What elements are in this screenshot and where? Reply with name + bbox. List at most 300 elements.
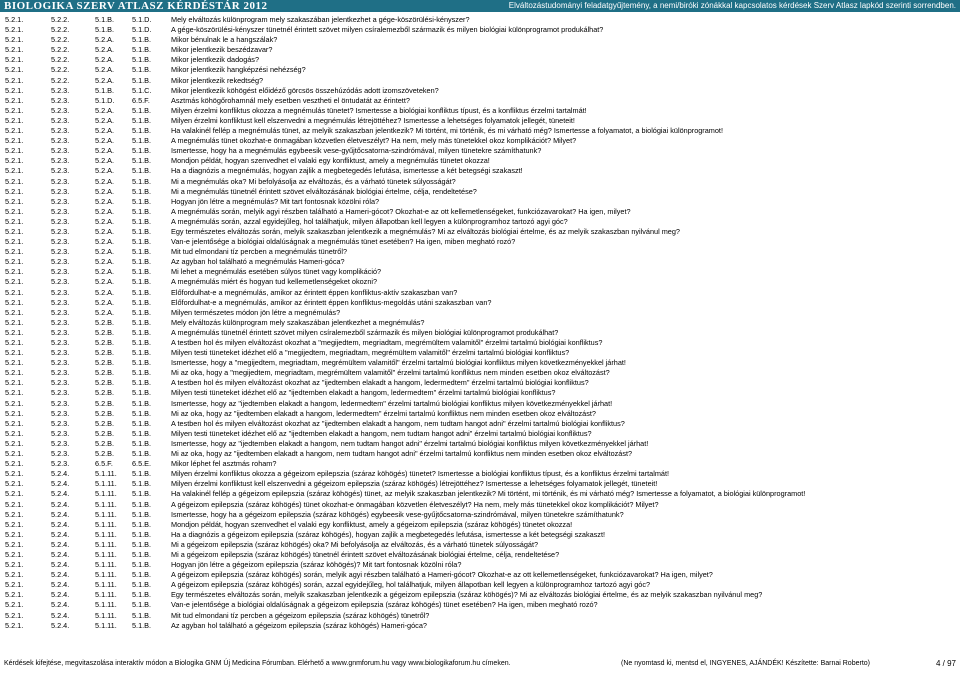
list-item (5, 378, 957, 388)
code-2: 5.2.3. (51, 317, 70, 327)
code-3: 5.1.11. (95, 489, 117, 499)
code-1: 5.2.1. (5, 85, 24, 95)
code-3: 5.2.A. (95, 277, 115, 287)
page-subtitle: Elváltozástudományi feladatgyűjtemény, a nemi/biróki zónákkal kapcsolatos kérdések Szerv Atlasz lapkód szerinti sorrendben. (508, 1, 956, 10)
code-4: 5.1.B. (132, 398, 152, 408)
code-4: 5.1.B. (132, 287, 152, 297)
code-4: 5.1.B. (132, 570, 152, 580)
code-2: 5.2.3. (51, 378, 70, 388)
code-2: 5.2.4. (51, 549, 70, 559)
code-2: 5.2.4. (51, 570, 70, 580)
question-text: Milyen érzelmi konfliktus okozza a megnémulás tünetet? Ismertesse a biológiai konfliktus típust, és a konfliktus érzelmi tartalmát! (171, 105, 587, 115)
code-3: 5.2.B. (95, 438, 115, 448)
code-1: 5.2.1. (5, 206, 24, 216)
code-2: 5.2.4. (51, 479, 70, 489)
question-text: Ismertesse, hogy ha a gégeizom epilepszia (száraz köhögés) egybeesik vese-gyűjtőcsatorna-szindrómával, milyen tünetekre számíthatunk? (171, 509, 624, 519)
code-3: 5.2.A. (95, 65, 115, 75)
code-2: 5.2.3. (51, 226, 70, 236)
code-1: 5.2.1. (5, 35, 24, 45)
code-2: 5.2.4. (51, 560, 70, 570)
code-3: 5.2.A. (95, 307, 115, 317)
code-1: 5.2.1. (5, 297, 24, 307)
code-1: 5.2.1. (5, 277, 24, 287)
question-text: Hogyan jön létre a megnémulás? Mit tart fontosnak közölni róla? (171, 196, 380, 206)
code-2: 5.2.3. (51, 348, 70, 358)
code-4: 5.1.B. (132, 529, 152, 539)
code-1: 5.2.1. (5, 529, 24, 539)
question-text: Mely elváltozás különprogram mely szakaszában jelentkezhet a gége-köszörülési-kényszer? (171, 15, 470, 24)
code-3: 5.1.11. (95, 570, 117, 580)
page-header (0, 0, 960, 12)
code-2: 5.2.3. (51, 327, 70, 337)
list-item (5, 580, 957, 590)
code-3: 5.2.B. (95, 358, 115, 368)
code-4: 5.1.B. (132, 408, 152, 418)
code-1: 5.2.1. (5, 156, 24, 166)
code-4: 5.1.B. (132, 348, 152, 358)
code-1: 5.2.1. (5, 186, 24, 196)
code-1: 5.2.1. (5, 519, 24, 529)
code-2: 5.2.3. (51, 176, 70, 186)
list-item (5, 419, 957, 429)
code-3: 5.1.11. (95, 600, 117, 610)
question-text: Előfordulhat-e a megnémulás, amikor az érintett éppen konfliktus-megoldás utáni szakaszban van? (171, 297, 492, 307)
list-item (5, 45, 957, 55)
code-1: 5.2.1. (5, 428, 24, 438)
question-text: A megnémulás tünet okozhat-e önmagában közvetlen életveszélyt? Ha nem, mely más tünetekkel okoz komplikációt? Milyet? (171, 136, 577, 146)
code-1: 5.2.1. (5, 469, 24, 479)
code-3: 5.1.D. (95, 95, 115, 105)
list-item (5, 15, 957, 25)
code-4: 5.1.B. (132, 307, 152, 317)
code-1: 5.2.1. (5, 75, 24, 85)
code-2: 5.2.2. (51, 55, 70, 65)
code-4: 5.1.B. (132, 549, 152, 559)
code-3: 5.1.11. (95, 499, 117, 509)
code-2: 5.2.4. (51, 620, 70, 630)
code-3: 5.1.11. (95, 469, 117, 479)
code-3: 5.2.A. (95, 75, 115, 85)
code-3: 5.2.A. (95, 287, 115, 297)
code-4: 5.1.B. (132, 277, 152, 287)
question-text: Mit tud elmondani tíz percben a gégeizom epilepszia (száraz köhögés) tünetről? (171, 610, 430, 620)
code-1: 5.2.1. (5, 45, 24, 55)
code-4: 5.1.B. (132, 216, 152, 226)
code-3: 5.1.11. (95, 519, 117, 529)
code-3: 5.2.A. (95, 216, 115, 226)
question-text: A megnémulás során, azzal egyidejűleg, hol találhatjuk, milyen állapotban kell legyen a különprogramhoz tartozó agyi góc? (171, 216, 568, 226)
question-text: Mi az oka, hogy a "megijedtem, megriadtam, megrémültem valamitől" érzelmi tartalmú konfliktus nem minden esetben okoz elváltozást? (171, 368, 610, 378)
code-3: 5.2.B. (95, 398, 115, 408)
code-3: 5.2.A. (95, 105, 115, 115)
list-item (5, 55, 957, 65)
code-1: 5.2.1. (5, 499, 24, 509)
code-2: 5.2.3. (51, 438, 70, 448)
list-item (5, 197, 957, 207)
list-item (5, 227, 957, 237)
code-1: 5.2.1. (5, 539, 24, 549)
code-1: 5.2.1. (5, 509, 24, 519)
code-3: 5.1.11. (95, 539, 117, 549)
code-1: 5.2.1. (5, 267, 24, 277)
question-text: A gége-köszörülési-kényszer tünetnél érintett szövet milyen csíralemezből származik és milyen biológiai különprogramot produkálhat? (171, 25, 604, 35)
code-3: 6.5.F. (95, 459, 113, 469)
code-2: 5.2.3. (51, 459, 70, 469)
code-2: 5.2.3. (51, 277, 70, 287)
code-4: 5.1.B. (132, 186, 152, 196)
code-4: 5.1.B. (132, 499, 152, 509)
code-3: 5.1.11. (95, 509, 117, 519)
code-3: 5.2.B. (95, 428, 115, 438)
code-3: 5.2.A. (95, 186, 115, 196)
code-3: 5.2.B. (95, 348, 115, 358)
code-3: 5.2.A. (95, 257, 115, 267)
code-1: 5.2.1. (5, 327, 24, 337)
code-4: 5.1.B. (132, 519, 152, 529)
question-text: Egy természetes elváltozás során, melyik szakaszban jelentkezik a megnémulás? Mi az elváltozás biológiai értelme, és az melyik szakaszban nyilvánul meg? (171, 226, 680, 236)
code-1: 5.2.1. (5, 388, 24, 398)
question-text: Ismertesse, hogy az "ijedtemben elakadt a hangom, ledermedtem" érzelmi tartalmú biológiai konfliktus milyen következményekkel járhat! (171, 398, 613, 408)
code-4: 5.1.B. (132, 428, 152, 438)
question-text: A testben hol és milyen elváltozást okozhat az "ijedtemben elakadt a hangom, ledermedtem" érzelmi tartalmú biológiai konfliktus? (171, 378, 589, 388)
code-1: 5.2.1. (5, 287, 24, 297)
code-1: 5.2.1. (5, 126, 24, 136)
list-item (5, 489, 957, 499)
code-4: 5.1.B. (132, 237, 152, 247)
code-1: 5.2.1. (5, 105, 24, 115)
code-1: 5.2.1. (5, 408, 24, 418)
list-item (5, 328, 957, 338)
code-1: 5.2.1. (5, 580, 24, 590)
list-item (5, 570, 957, 580)
question-text: A megnémulás miért és hogyan tud kellemetlenségeket okozni? (171, 277, 378, 287)
code-3: 5.1.11. (95, 549, 117, 559)
code-4: 5.1.B. (132, 600, 152, 610)
list-item (5, 116, 957, 126)
code-2: 5.2.4. (51, 580, 70, 590)
code-2: 5.2.4. (51, 499, 70, 509)
question-text: Mi a gégeizom epilepszia (száraz köhögés) tünetnél érintett szövet elváltozásának biológiai értelme, célja, rendeltetése? (171, 549, 560, 559)
code-1: 5.2.1. (5, 317, 24, 327)
code-2: 5.2.3. (51, 368, 70, 378)
list-item (5, 65, 957, 75)
code-2: 5.2.3. (51, 115, 70, 125)
code-1: 5.2.1. (5, 247, 24, 257)
question-text: Az agyban hol található a gégeizom epilepszia (száraz köhögés) Hameri-góca? (171, 620, 427, 630)
code-2: 5.2.2. (51, 45, 70, 55)
code-4: 5.1.B. (132, 176, 152, 186)
question-text: Az agyban hol található a megnémulás Hameri-góca? (171, 257, 345, 267)
code-4: 5.1.B. (132, 418, 152, 428)
code-3: 5.2.B. (95, 449, 115, 459)
list-item (5, 500, 957, 510)
code-1: 5.2.1. (5, 348, 24, 358)
question-text: A gégeizom epilepszia (száraz köhögés) tünet okozhat-e önmagában közvetlen életveszélyt? Ha nem, mely más tünetekkel okoz komplikációt? Milyet? (171, 499, 659, 509)
code-2: 5.2.3. (51, 166, 70, 176)
code-2: 5.2.2. (51, 15, 70, 24)
code-4: 5.1.D. (132, 25, 152, 35)
code-3: 5.2.A. (95, 206, 115, 216)
code-2: 5.2.3. (51, 398, 70, 408)
code-1: 5.2.1. (5, 226, 24, 236)
code-1: 5.2.1. (5, 600, 24, 610)
question-text: Ismertesse, hogy az "ijedtemben elakadt a hangom, nem tudtam hangot adni" érzelmi tartalmú biológiai konfliktus milyen következményekkel járhat! (171, 438, 649, 448)
code-4: 5.1.B. (132, 327, 152, 337)
code-3: 5.1.11. (95, 610, 117, 620)
question-text: A testben hol és milyen elváltozást okozhat a "megijedtem, megriadtam, megrémültem valamitől" érzelmi tartalmú biológiai konfliktus? (171, 338, 603, 347)
list-item (5, 479, 957, 489)
code-4: 5.1.B. (132, 267, 152, 277)
list-item (5, 368, 957, 378)
list-item (5, 510, 957, 520)
code-1: 5.2.1. (5, 620, 24, 630)
code-4: 6.5.E. (132, 459, 152, 469)
code-3: 5.2.B. (95, 378, 115, 388)
code-1: 5.2.1. (5, 237, 24, 247)
code-3: 5.2.A. (95, 126, 115, 136)
page-number: 4 / 97 (935, 659, 956, 668)
question-text: Milyen testi tüneteket idézhet elő az "ijedtemben elakadt a hangom, nem tudtam hangot adni" érzelmi tartalmú biológiai konfliktus? (171, 428, 592, 438)
code-1: 5.2.1. (5, 590, 24, 600)
code-2: 5.2.4. (51, 590, 70, 600)
list-item (5, 590, 957, 600)
code-4: 5.1.B. (132, 136, 152, 146)
list-item (5, 267, 957, 277)
code-2: 5.2.3. (51, 247, 70, 257)
list-item (5, 146, 957, 156)
code-3: 5.1.B. (95, 85, 115, 95)
question-text: A testben hol és milyen elváltozást okozhat az "ijedtemben elakadt a hangom, nem tudtam hangot adni" érzelmi tartalmú biológiai konfliktus? (171, 418, 625, 428)
code-3: 5.2.B. (95, 408, 115, 418)
code-2: 5.2.4. (51, 529, 70, 539)
question-text: Mikor jelentkezik hangképzési nehézség? (171, 65, 306, 75)
code-2: 5.2.3. (51, 186, 70, 196)
code-3: 5.2.B. (95, 368, 115, 378)
code-2: 5.2.2. (51, 35, 70, 45)
code-3: 5.2.A. (95, 115, 115, 125)
code-2: 5.2.4. (51, 600, 70, 610)
question-text: Egy természetes elváltozás során, melyik szakaszban jelentkezik a gégeizom epilepszia (száraz köhögés)? Mi az elváltozás biológiai értelme, és az melyik szakaszban nyilvánul meg? (171, 590, 763, 600)
list-item (5, 237, 957, 247)
code-2: 5.2.3. (51, 146, 70, 156)
list-item (5, 540, 957, 550)
code-3: 5.2.A. (95, 136, 115, 146)
code-3: 5.1.11. (95, 529, 117, 539)
code-3: 5.2.B. (95, 338, 115, 347)
code-1: 5.2.1. (5, 398, 24, 408)
code-1: 5.2.1. (5, 55, 24, 65)
code-4: 5.1.B. (132, 338, 152, 347)
code-4: 5.1.B. (132, 317, 152, 327)
code-2: 5.2.3. (51, 287, 70, 297)
code-4: 5.1.B. (132, 206, 152, 216)
list-item (5, 288, 957, 298)
code-3: 5.1.11. (95, 620, 117, 630)
list-item (5, 106, 957, 116)
code-1: 5.2.1. (5, 459, 24, 469)
code-1: 5.2.1. (5, 216, 24, 226)
question-text: Ismertesse, hogy ha a megnémulás egybeesik vese-gyűjtőcsatorna-szindrómával, milyen tünetekre számíthatunk? (171, 146, 542, 156)
list-item (5, 358, 957, 368)
code-2: 5.2.2. (51, 65, 70, 75)
question-list (5, 15, 957, 631)
code-2: 5.2.3. (51, 156, 70, 166)
code-3: 5.1.11. (95, 479, 117, 489)
question-text: Milyen érzelmi konfliktust kell elszenvedni a gégeizom epilepszia (száraz köhögés) létrejöttéhez? Ismertesse a lehetséges folyamatok jellegét, tüneteit! (171, 479, 658, 489)
code-2: 5.2.3. (51, 418, 70, 428)
code-3: 5.2.A. (95, 247, 115, 257)
question-text: Ha a diagnózis a gégeizom epilepszia (száraz köhögés), hogyan zajlik a megbetegedés lefutása, ismertesse a két betegségi szakaszt! (171, 529, 606, 539)
code-3: 5.2.A. (95, 166, 115, 176)
list-item (5, 469, 957, 479)
page-footer (0, 656, 960, 673)
code-2: 5.2.4. (51, 539, 70, 549)
code-1: 5.2.1. (5, 338, 24, 347)
list-item (5, 298, 957, 308)
question-text: Milyen érzelmi konfliktus okozza a gégeizom epilepszia (száraz köhögés) tünetet? Ismertesse a biológiai konfliktus típust, és a konfliktus érzelmi tartalmát! (171, 469, 670, 479)
code-2: 5.2.3. (51, 449, 70, 459)
question-text: Asztmás köhögőrohamnál mely esetben vesztheti el öntudatát az érintett? (171, 95, 410, 105)
code-2: 5.2.3. (51, 307, 70, 317)
question-text: Hogyan jön létre a gégeizom epilepszia (száraz köhögés)? Mit tart fontosnak közölni róla? (171, 560, 462, 570)
code-3: 5.2.A. (95, 267, 115, 277)
code-2: 5.2.3. (51, 267, 70, 277)
list-item (5, 409, 957, 419)
code-3: 5.2.A. (95, 196, 115, 206)
list-item (5, 308, 957, 318)
question-text: Mikor léphet fel asztmás roham? (171, 459, 277, 469)
list-item (5, 439, 957, 449)
footer-note: Kérdések kifejtése, megvitaszolása interaktív módon a Biologika GNM Új Medicina Fórumban. Elérhető a www.gnmforum.hu vagy www.biologikaforum.hu címeken. (4, 660, 511, 667)
code-2: 5.2.3. (51, 126, 70, 136)
code-2: 5.2.4. (51, 610, 70, 620)
question-text: Mi a megnémulás tünetnél érintett szövet elváltozásának biológiai értelme, célja, rendeltetése? (171, 186, 477, 196)
list-item (5, 348, 957, 358)
code-1: 5.2.1. (5, 176, 24, 186)
code-2: 5.2.3. (51, 338, 70, 347)
code-4: 5.1.B. (132, 610, 152, 620)
code-4: 5.1.B. (132, 226, 152, 236)
list-item (5, 35, 957, 45)
question-text: Mi az oka, hogy az "ijedtemben elakadt a hangom, nem tudtam hangot adni" érzelmi tartalmú konfliktus nem minden esetben okoz elváltozást? (171, 449, 633, 459)
code-1: 5.2.1. (5, 610, 24, 620)
code-4: 5.1.B. (132, 156, 152, 166)
question-text: A megnémulás során, melyik agyi részben található a Hameri-gócot? Okozhat-e az ott kellemetlenségeket, funkciózavarokat? Ha igen, milyet? (171, 206, 631, 216)
code-3: 5.2.A. (95, 35, 115, 45)
code-2: 5.2.4. (51, 469, 70, 479)
question-text: Mi az oka, hogy az "ijedtemben elakadt a hangom, ledermedtem" érzelmi tartalmú konfliktus nem minden esetben okoz elváltozást? (171, 408, 596, 418)
code-1: 5.2.1. (5, 65, 24, 75)
code-1: 5.2.1. (5, 95, 24, 105)
list-item (5, 126, 957, 136)
code-1: 5.2.1. (5, 115, 24, 125)
list-item (5, 136, 957, 146)
question-text: Mi a gégeizom epilepszia (száraz köhögés) oka? Mi befolyásolja az elváltozás, és a várható tünetek súlyosságát? (171, 539, 539, 549)
question-text: Ha a diagnózis a megnémulás, hogyan zajlik a megbetegedés lefutása, ismertesse a két betegségi szakaszt! (171, 166, 523, 176)
code-3: 5.2.A. (95, 176, 115, 186)
code-3: 5.2.A. (95, 156, 115, 166)
question-text: Mikor jelentkezik dadogás? (171, 55, 260, 65)
list-item (5, 166, 957, 176)
code-3: 5.2.B. (95, 388, 115, 398)
code-2: 5.2.3. (51, 297, 70, 307)
question-text: Mi lehet a megnémulás esetében súlyos tünet vagy komplikáció? (171, 267, 382, 277)
list-item (5, 177, 957, 187)
question-text: Milyen érzelmi konfliktust kell elszenvedni a megnémulás létrejöttéhez? Ismertesse a lehetséges folyamatok jellegét, tüneteit! (171, 115, 575, 125)
code-2: 5.2.3. (51, 95, 70, 105)
code-3: 5.2.A. (95, 297, 115, 307)
question-text: Mondjon példát, hogyan szenvedhet el valaki egy konfliktust, amely a gégeizom epilepszia (száraz köhögés) tünetet okozza! (171, 519, 573, 529)
question-text: Mikor jelentkezik köhögést előidéző görcsös összehúzódás adott izomszöveteken? (171, 85, 439, 95)
code-1: 5.2.1. (5, 549, 24, 559)
code-2: 5.2.4. (51, 509, 70, 519)
code-1: 5.2.1. (5, 378, 24, 388)
code-4: 5.1.B. (132, 257, 152, 267)
code-4: 5.1.B. (132, 35, 152, 45)
list-item (5, 96, 957, 106)
question-text: Mikor bénulnak le a hangszálak? (171, 35, 278, 45)
code-4: 5.1.B. (132, 590, 152, 600)
list-item (5, 611, 957, 621)
question-text: Milyen természetes módon jön létre a megnémulás? (171, 307, 341, 317)
code-1: 5.2.1. (5, 146, 24, 156)
code-2: 5.2.3. (51, 257, 70, 267)
code-3: 5.1.11. (95, 580, 117, 590)
code-3: 5.2.A. (95, 146, 115, 156)
code-3: 5.2.A. (95, 45, 115, 55)
code-1: 5.2.1. (5, 136, 24, 146)
code-2: 5.2.3. (51, 105, 70, 115)
code-3: 5.2.B. (95, 317, 115, 327)
code-4: 5.1.B. (132, 509, 152, 519)
code-4: 5.1.D. (132, 15, 152, 24)
question-text: Mit tud elmondani tíz percben a megnémulás tünetről? (171, 247, 348, 257)
code-4: 5.1.B. (132, 75, 152, 85)
question-text: Mondjon példát, hogyan szenvedhet el valaki egy konfliktust, amely a megnémulás tünetet okozza! (171, 156, 490, 166)
code-1: 5.2.1. (5, 479, 24, 489)
code-2: 5.2.3. (51, 237, 70, 247)
code-4: 5.1.B. (132, 479, 152, 489)
question-text: Ha valakinél fellép a megnémulás tünet, az melyik szakaszban jelentkezik? Mi történt, mi történik, és mi várható még? Ismertesse a folyamatot, a biológiai különprogramot! (171, 126, 723, 136)
list-item (5, 520, 957, 530)
list-item (5, 25, 957, 35)
code-4: 5.1.C. (132, 85, 152, 95)
code-3: 5.2.B. (95, 327, 115, 337)
code-3: 5.2.A. (95, 55, 115, 65)
code-2: 5.2.4. (51, 489, 70, 499)
page-title: BIOLOGIKA SZERV ATLASZ KÉRDÉSTÁR 2012 (4, 0, 268, 12)
code-2: 5.2.3. (51, 206, 70, 216)
code-4: 5.1.B. (132, 388, 152, 398)
list-item (5, 318, 957, 328)
list-item (5, 156, 957, 166)
list-item (5, 76, 957, 86)
code-1: 5.2.1. (5, 560, 24, 570)
code-4: 5.1.B. (132, 45, 152, 55)
question-text: A gégeizom epilepszia (száraz köhögés) során, melyik agyi részben található a Hameri-gócot? Okozhat-e az ott kellemetlenségeket, funkciózavarokat? Ha igen, milyet? (171, 570, 713, 580)
question-text: Előfordulhat-e a megnémulás, amikor az érintett éppen konfliktus-aktív szakaszban van? (171, 287, 458, 297)
code-4: 5.1.B. (132, 560, 152, 570)
question-text: A megnémulás tünetnél érintett szövet milyen csíralemezből származik és milyen biológiai különprogramot produkálhat? (171, 327, 559, 337)
list-item (5, 600, 957, 610)
code-3: 5.1.B. (95, 15, 115, 24)
code-4: 6.5.F. (132, 95, 150, 105)
code-1: 5.2.1. (5, 570, 24, 580)
code-2: 5.2.3. (51, 388, 70, 398)
code-4: 5.1.B. (132, 196, 152, 206)
code-1: 5.2.1. (5, 418, 24, 428)
list-item (5, 338, 957, 348)
